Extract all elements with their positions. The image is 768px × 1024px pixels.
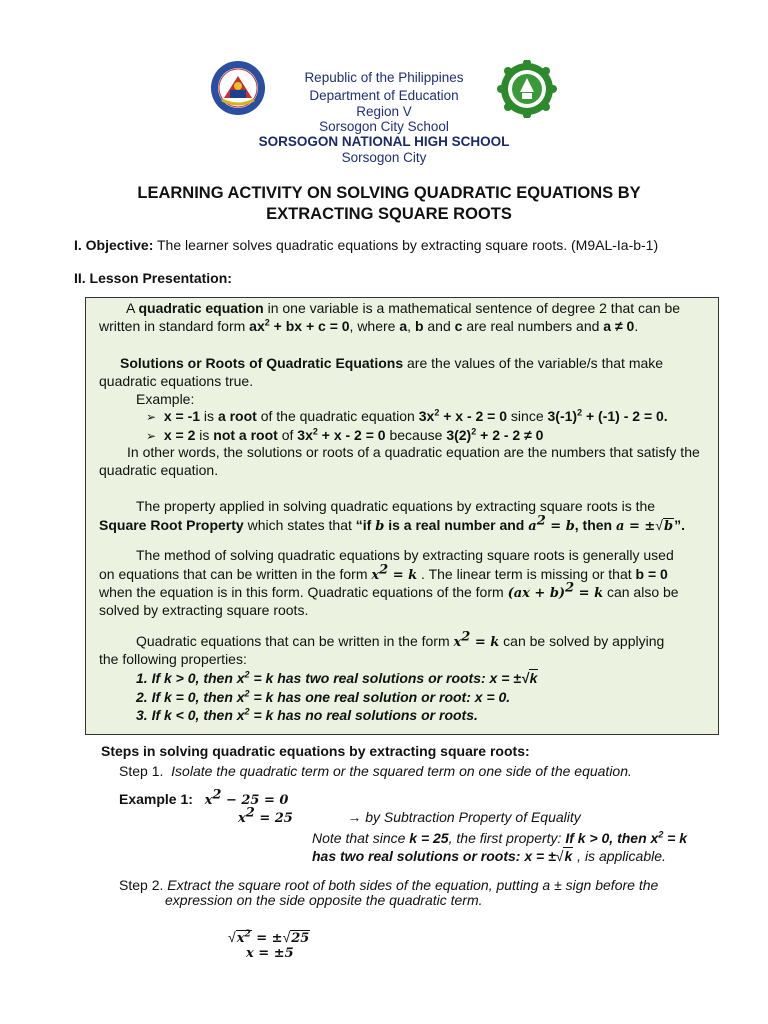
property-3: 3. If k < 0, then $x^2 = k$ has no real solutions or roots. xyxy=(136,706,478,723)
box-p5-line2: on equations that can be written in the form $x^2 = k$ . The linear term is missing or that b = 0 xyxy=(99,562,668,583)
box-p6-line1: Quadratic equations that can be written in the form $x^2 = k$ can be solved by applying xyxy=(136,629,665,650)
header-department: Department of Education xyxy=(309,88,459,103)
document-title-line1: LEARNING ACTIVITY ON SOLVING QUADRATIC EQUATIONS BY xyxy=(137,184,641,202)
box-p2-line1: Solutions or Roots of Quadratic Equations are the values of the variable/s that make xyxy=(120,355,664,371)
step-2-line2: expression on the side opposite the quadratic term. xyxy=(165,892,483,908)
steps-heading: Steps in solving quadratic equations by extracting square roots: xyxy=(101,743,530,759)
box-p4-line1: The property applied in solving quadratic equations by extracting square roots is the xyxy=(136,498,656,514)
box-p1-line1: A quadratic equation in one variable is a mathematical sentence of degree 2 that can be xyxy=(126,300,681,316)
example-1: Example 1: $x^2 - 25 = 0$ xyxy=(119,787,289,808)
header-division: Sorsogon City School xyxy=(319,119,449,134)
box-example-2: ➢ x = 2 is not a root of $3x^2 + x - 2 = 0$ because $3(2)^2 + 2 - 2 \ne 0$ xyxy=(146,426,544,443)
sqrt-x-squared: $x^2$ xyxy=(236,929,251,946)
box-example-label: Example: xyxy=(136,391,195,407)
property-2: 2. If k = 0, then $x^2 = k$ has one real solution or root: x = 0. xyxy=(136,688,511,705)
step-1: Step 1. Isolate the quadratic term or the squared term on one side of the equation. xyxy=(119,763,632,779)
objective xyxy=(74,236,658,254)
note-line1: Note that since k = 25, the first property: If k > 0, then $x^2 = k$ xyxy=(312,829,688,846)
property-1: 1. If k > 0, then $x^2 = k$ has two real solutions or roots: x = ±√k xyxy=(136,669,538,686)
objective-label: I. Objective: xyxy=(74,237,154,253)
box-p3-line1: In other words, the solutions or roots of a quadratic equation are the numbers that satisfy the xyxy=(127,444,700,460)
note-line2: has two real solutions or roots: x = ±√k , is applicable. xyxy=(312,848,666,864)
box-p3-line2: quadratic equation. xyxy=(99,462,219,478)
objective-text: The learner solves quadratic equations by extracting square roots. (M9AL-Ia-b-1) xyxy=(153,237,659,253)
box-example-1: ➢ x = -1 is a root of the quadratic equation $3x^2 + x - 2 = 0$ since $3(-1)^2 + (-1) - 2 = 0$. xyxy=(146,407,668,424)
box-p1-line2: written in standard form $ax^2$ + bx + c = 0, where a, b and c are real numbers and a ≠ 0. xyxy=(99,317,639,334)
bullet-arrow-icon: ➢ xyxy=(146,429,157,443)
header-region: Region V xyxy=(356,104,412,119)
header-school-name: SORSOGON NATIONAL HIGH SCHOOL xyxy=(258,134,510,149)
document-title-line2: EXTRACTING SQUARE ROOTS xyxy=(266,205,512,223)
solution-line2: x = ±5 xyxy=(246,946,294,961)
lesson-presentation-label: II. Lesson Presentation: xyxy=(74,270,232,286)
example-1-step: $x^2 = 25$ → by Subtraction Property of Equality xyxy=(238,805,581,826)
step-2: Step 2. Extract the square root of both sides of the equation, putting a ± sign before the xyxy=(119,877,659,893)
bullet-arrow-icon: ➢ xyxy=(146,410,157,424)
box-p5-line3: when the equation is in this form. Quadratic equations of the form (ax + b)$^2$ = k can also be xyxy=(99,580,679,601)
box-p5-line1: The method of solving quadratic equations by extracting square roots is generally used xyxy=(136,547,674,563)
solution-line1: $√x^2 = \pm√25$ xyxy=(228,929,310,946)
box-p5-line4: solved by extracting square roots. xyxy=(99,602,309,618)
header-country: Republic of the Philippines xyxy=(304,70,464,85)
box-p2-line2: quadratic equations true. xyxy=(99,373,254,389)
box-p4-line2: Square Root Property which states that “if b is a real number and $a^2 = b$, then a = ±√b”. xyxy=(99,513,685,534)
header-city: Sorsogon City xyxy=(341,150,427,165)
box-p6-line2: the following properties: xyxy=(99,651,247,667)
